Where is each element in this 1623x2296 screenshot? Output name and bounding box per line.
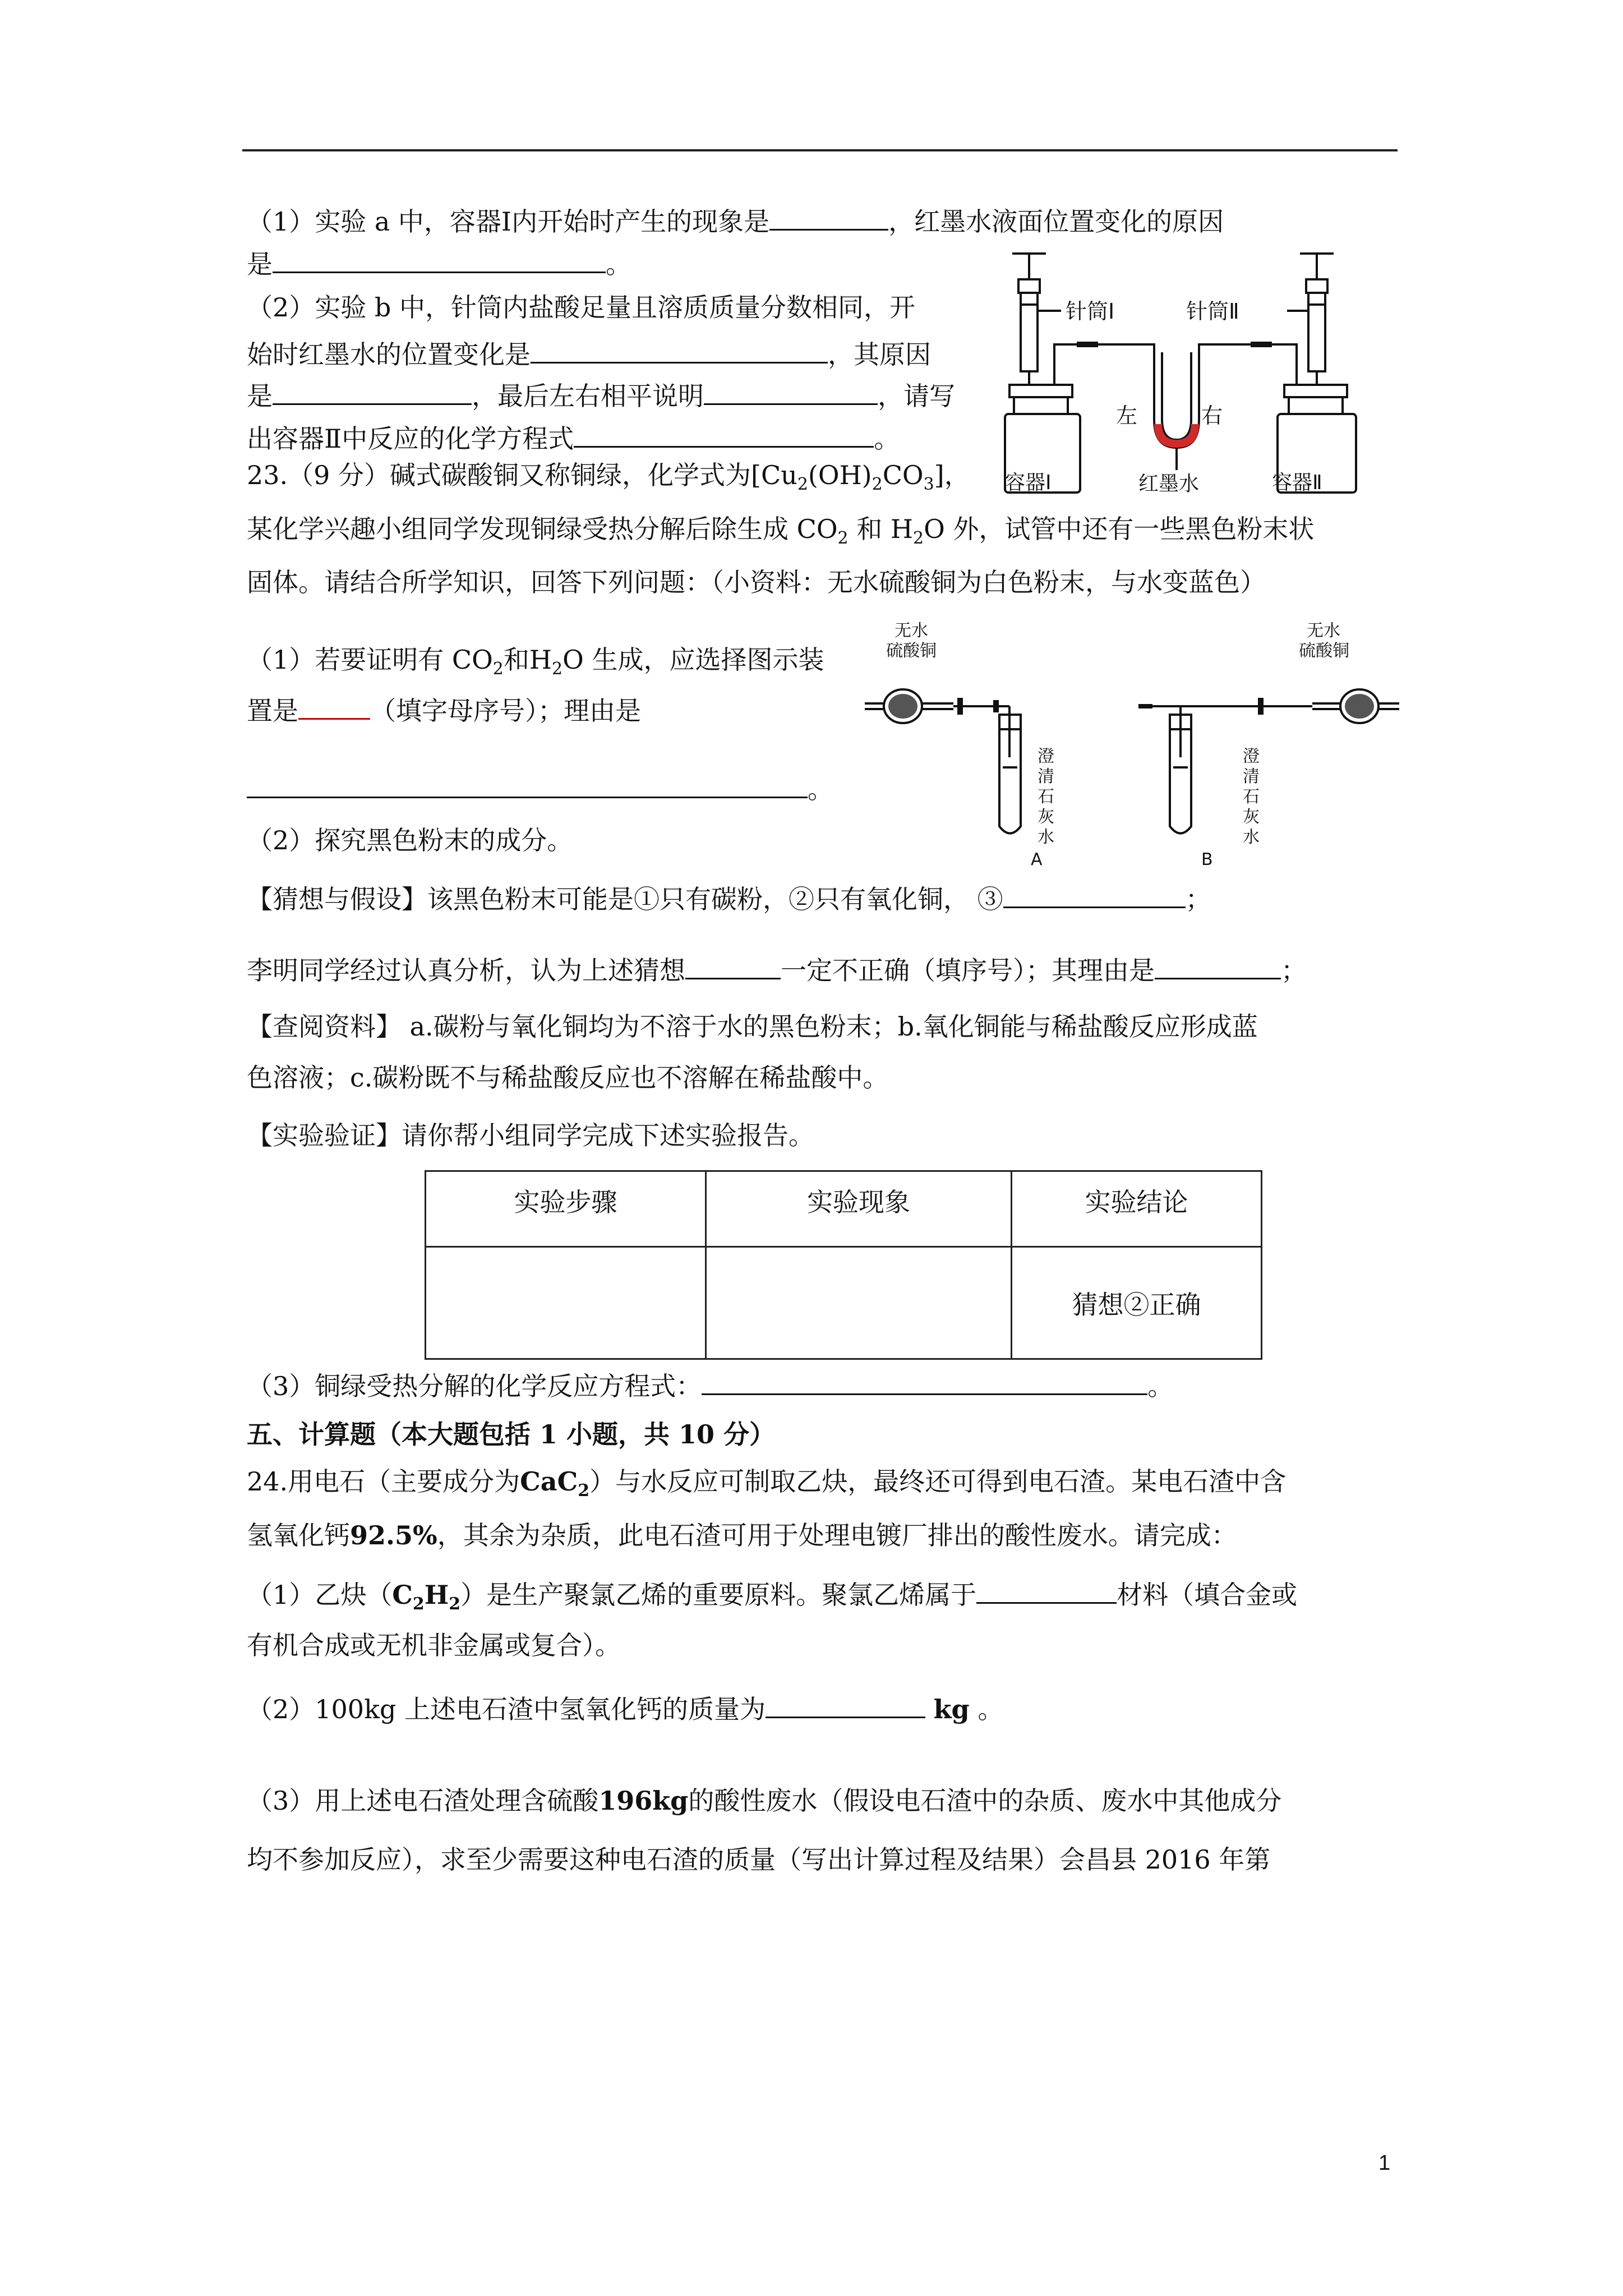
q22-text: 。: [874, 424, 900, 454]
q24-text: 均不参加反应），求至少需要这种电石渣的质量（写出计算过程及结果）会昌县 2016 年第: [247, 1844, 1271, 1875]
syringe-left-label: 针筒Ⅰ: [1066, 299, 1115, 324]
q22-text: 出容器Ⅱ中反应的化学方程式: [247, 424, 574, 454]
table-header-cell: 实验结论: [1012, 1171, 1262, 1247]
subscript: 2: [837, 528, 849, 549]
q22-text: ，其原因: [828, 339, 931, 370]
q22-text: 是: [247, 381, 273, 411]
table-cell-conclusion: 猜想②正确: [1012, 1247, 1262, 1359]
q23-text: （填字母序号）；理由是: [370, 696, 641, 726]
apparatus-b-label: B: [1201, 850, 1213, 868]
container-left-label: 容器Ⅰ: [1005, 471, 1052, 494]
answer-blank[interactable]: [766, 1690, 925, 1718]
q24-unit: kg: [933, 1694, 970, 1724]
answer-blank[interactable]: [574, 419, 874, 448]
q24-text: 24.用电石（主要成分为: [247, 1466, 520, 1497]
q23-part1-line3: [247, 770, 833, 806]
q24-text: （3）用上述电石渣处理含硫酸: [247, 1786, 599, 1816]
q23-text: 【猜想与假设】该黑色粉末可能是①只有碳粉，②只有氧化铜， ③: [247, 884, 1003, 914]
answer-blank[interactable]: [702, 1366, 1147, 1395]
table-row: [426, 1247, 1262, 1359]
q23-text: 23.（9 分）碱式碳酸铜又称铜绿，化学式为[Cu: [247, 460, 797, 490]
limewater-b-5: 水: [1243, 827, 1260, 847]
q24-text: ）与水反应可制取乙炔，最终还可得到电石渣。某电石渣中含: [589, 1466, 1287, 1497]
q22-text: ，红墨水液面位置变化的原因: [888, 206, 1224, 237]
answer-blank[interactable]: [531, 335, 828, 364]
q23-text: （3）铜绿受热分解的化学反应方程式：: [247, 1371, 702, 1401]
reagent-a-label-1: 无水: [895, 621, 928, 641]
q22-text: ，最后左右相平说明: [472, 381, 704, 411]
q23-part2: [247, 823, 573, 857]
q23-text: ]，: [934, 460, 970, 490]
q24-text: ）是生产聚氯乙烯的重要原料。聚氯乙烯属于: [460, 1580, 977, 1610]
table-cell-phenomenon[interactable]: [706, 1247, 1012, 1359]
table-header-cell: 实验步骤: [426, 1171, 706, 1247]
subscript: 3: [923, 475, 934, 495]
q23-text: CO: [882, 460, 924, 490]
q22-text: ，请写: [878, 381, 955, 411]
q23-text: 和 H: [848, 514, 913, 544]
answer-blank[interactable]: [1003, 880, 1186, 908]
q22-part2-line2: [247, 335, 931, 371]
q23-text: (OH): [808, 460, 872, 490]
q22-part2-line1: [247, 291, 915, 324]
experiment-apparatus-figure: [1004, 246, 1385, 504]
experiment-report-table: [425, 1170, 1262, 1360]
table-header-row: [426, 1171, 1262, 1247]
apparatus-ab-figure: [864, 616, 1402, 868]
q24-formula: C: [392, 1580, 413, 1610]
answer-blank[interactable]: [1155, 951, 1281, 979]
reagent-a-label-2: 硫酸铜: [886, 641, 937, 661]
subscript: 2: [797, 475, 808, 495]
answer-blank[interactable]: [685, 951, 781, 979]
limewater-b-3: 石: [1243, 787, 1260, 807]
q23-intro-line2: [247, 512, 1314, 555]
q23-text: O 外，试管中还有一些黑色粉末状: [924, 514, 1315, 544]
q24-part1-line2: [247, 1628, 621, 1662]
q23-text: 固体。请结合所学知识，回答下列问题：（小资料：无水硫酸铜为白色粉末，与水变蓝色）: [247, 567, 1266, 597]
q24-text: （2）100kg 上述电石渣中氢氧化钙的质量为: [247, 1694, 766, 1724]
q24-formula: CaC: [520, 1466, 578, 1497]
header-rule: [242, 149, 1398, 151]
q22-text: （1）实验 a 中，容器Ⅰ内开始时产生的现象是: [247, 206, 770, 237]
q23-hypothesis: [247, 880, 1211, 916]
q23-text: ；: [1185, 884, 1211, 914]
q23-part1-line1: [247, 643, 824, 686]
q23-text: O 生成，应选择图示装: [562, 645, 824, 675]
limewater-a-2: 清: [1038, 767, 1054, 786]
q24-text: 有机合成或无机非金属或复合）。: [247, 1630, 621, 1660]
q23-reference-line2: [247, 1061, 888, 1094]
q24-text: 材料（填合金或: [1117, 1580, 1298, 1610]
q22-text: 。: [606, 249, 631, 279]
q24-intro-line2: [247, 1519, 1237, 1552]
q24-part1-line1: [247, 1575, 1297, 1621]
q24-text: 。: [978, 1694, 1004, 1724]
q22-text: （2）实验 b 中，针筒内盐酸足量且溶质质量分数相同，开: [247, 292, 915, 323]
q24-value: 92.5%: [350, 1520, 437, 1550]
q23-intro-line3: [247, 565, 1266, 599]
q23-analysis: [247, 951, 1307, 987]
q23-text: 李明同学经过认真分析，认为上述猜想: [247, 955, 685, 986]
q23-text: 【实验验证】请你帮小组同学完成下述实验报告。: [247, 1120, 814, 1151]
q24-text: 氢氧化钙: [247, 1520, 350, 1550]
q23-text: 【查阅资料】 a.碳粉与氧化铜均为不溶于水的黑色粉末；b.氧化铜能与稀盐酸反应形成蓝: [247, 1011, 1258, 1042]
q22-part2-line4: [247, 419, 900, 455]
q22-part2-line3: [247, 376, 955, 413]
q23-text: 一定不正确（填序号）；其理由是: [781, 955, 1155, 986]
limewater-a-1: 澄: [1038, 747, 1054, 766]
reagent-b-label-2: 硫酸铜: [1299, 641, 1349, 661]
limewater-b-4: 灰: [1243, 807, 1260, 827]
q23-part1-line2: [247, 691, 641, 728]
q22-part1-line1: [247, 202, 1224, 238]
answer-blank[interactable]: [976, 1575, 1117, 1604]
q24-value: 196kg: [598, 1786, 689, 1816]
q24-intro-line1: [247, 1465, 1286, 1508]
subscript: 2: [912, 528, 924, 549]
q22-part1-line2: [247, 245, 631, 281]
limewater-b-2: 清: [1243, 767, 1260, 786]
q23-reference-line1: [247, 1010, 1258, 1043]
q23-text: （1）若要证明有 CO: [247, 645, 493, 675]
red-ink-label: 红墨水: [1138, 472, 1200, 495]
q24-text: ，其余为杂质，此电石渣可用于处理电镀厂排出的酸性废水。请完成：: [437, 1520, 1237, 1550]
subscript: 2: [492, 659, 504, 679]
answer-blank[interactable]: [298, 691, 370, 720]
q23-text: 置是: [247, 696, 298, 726]
subscript: 2: [872, 475, 883, 495]
q24-formula: H: [424, 1580, 449, 1610]
answer-blank[interactable]: [273, 245, 606, 273]
table-header-cell: 实验现象: [706, 1171, 1012, 1247]
answer-blank[interactable]: [769, 202, 888, 231]
q23-text: 。: [808, 774, 833, 804]
reagent-b-label-1: 无水: [1307, 621, 1340, 641]
q24-part2: [247, 1690, 1003, 1726]
answer-blank[interactable]: [247, 770, 808, 798]
q23-verification: [247, 1119, 814, 1152]
q24-text: 的酸性废水（假设电石渣中的杂质、废水中其他成分: [688, 1786, 1282, 1816]
q23-intro-line1: [247, 458, 970, 501]
subscript: 2: [578, 1481, 590, 1501]
q23-text: 。: [1147, 1371, 1174, 1401]
q24-part3-line2: [247, 1843, 1270, 1876]
apparatus-a-label: A: [1031, 850, 1043, 868]
q24-part3-line1: [247, 1784, 1281, 1818]
subscript: 2: [552, 659, 563, 679]
syringe-right-label: 针筒Ⅱ: [1186, 299, 1239, 324]
limewater-a-3: 石: [1038, 787, 1054, 807]
subscript: 2: [412, 1594, 425, 1614]
q22-text: 是: [247, 249, 273, 279]
q23-text: 和H: [503, 645, 552, 675]
q23-text: 某化学兴趣小组同学发现铜绿受热分解后除生成 CO: [247, 514, 838, 544]
limewater-a-5: 水: [1038, 827, 1054, 847]
answer-blank[interactable]: [273, 376, 472, 405]
q24-text: （1）乙炔（: [247, 1580, 393, 1610]
q23-text: （2）探究黑色粉末的成分。: [247, 825, 573, 855]
q22-text: 始时红墨水的位置变化是: [247, 339, 531, 370]
q23-part3: [247, 1366, 1173, 1403]
q23-text: ；: [1281, 955, 1307, 986]
q23-text: 色溶液；c.碳粉既不与稀盐酸反应也不溶解在稀盐酸中。: [247, 1062, 889, 1093]
right-label: 右: [1201, 403, 1223, 428]
limewater-b-1: 澄: [1243, 747, 1260, 766]
section-title: 五、计算题（本大题包括 1 小题，共 10 分）: [247, 1419, 776, 1450]
left-label: 左: [1116, 403, 1138, 428]
page-number: 1: [1378, 2151, 1391, 2175]
table-cell-step[interactable]: [426, 1247, 706, 1359]
limewater-a-4: 灰: [1038, 807, 1054, 827]
answer-blank[interactable]: [704, 376, 878, 405]
subscript: 2: [449, 1594, 461, 1614]
container-right-label: 容器Ⅱ: [1272, 471, 1322, 494]
